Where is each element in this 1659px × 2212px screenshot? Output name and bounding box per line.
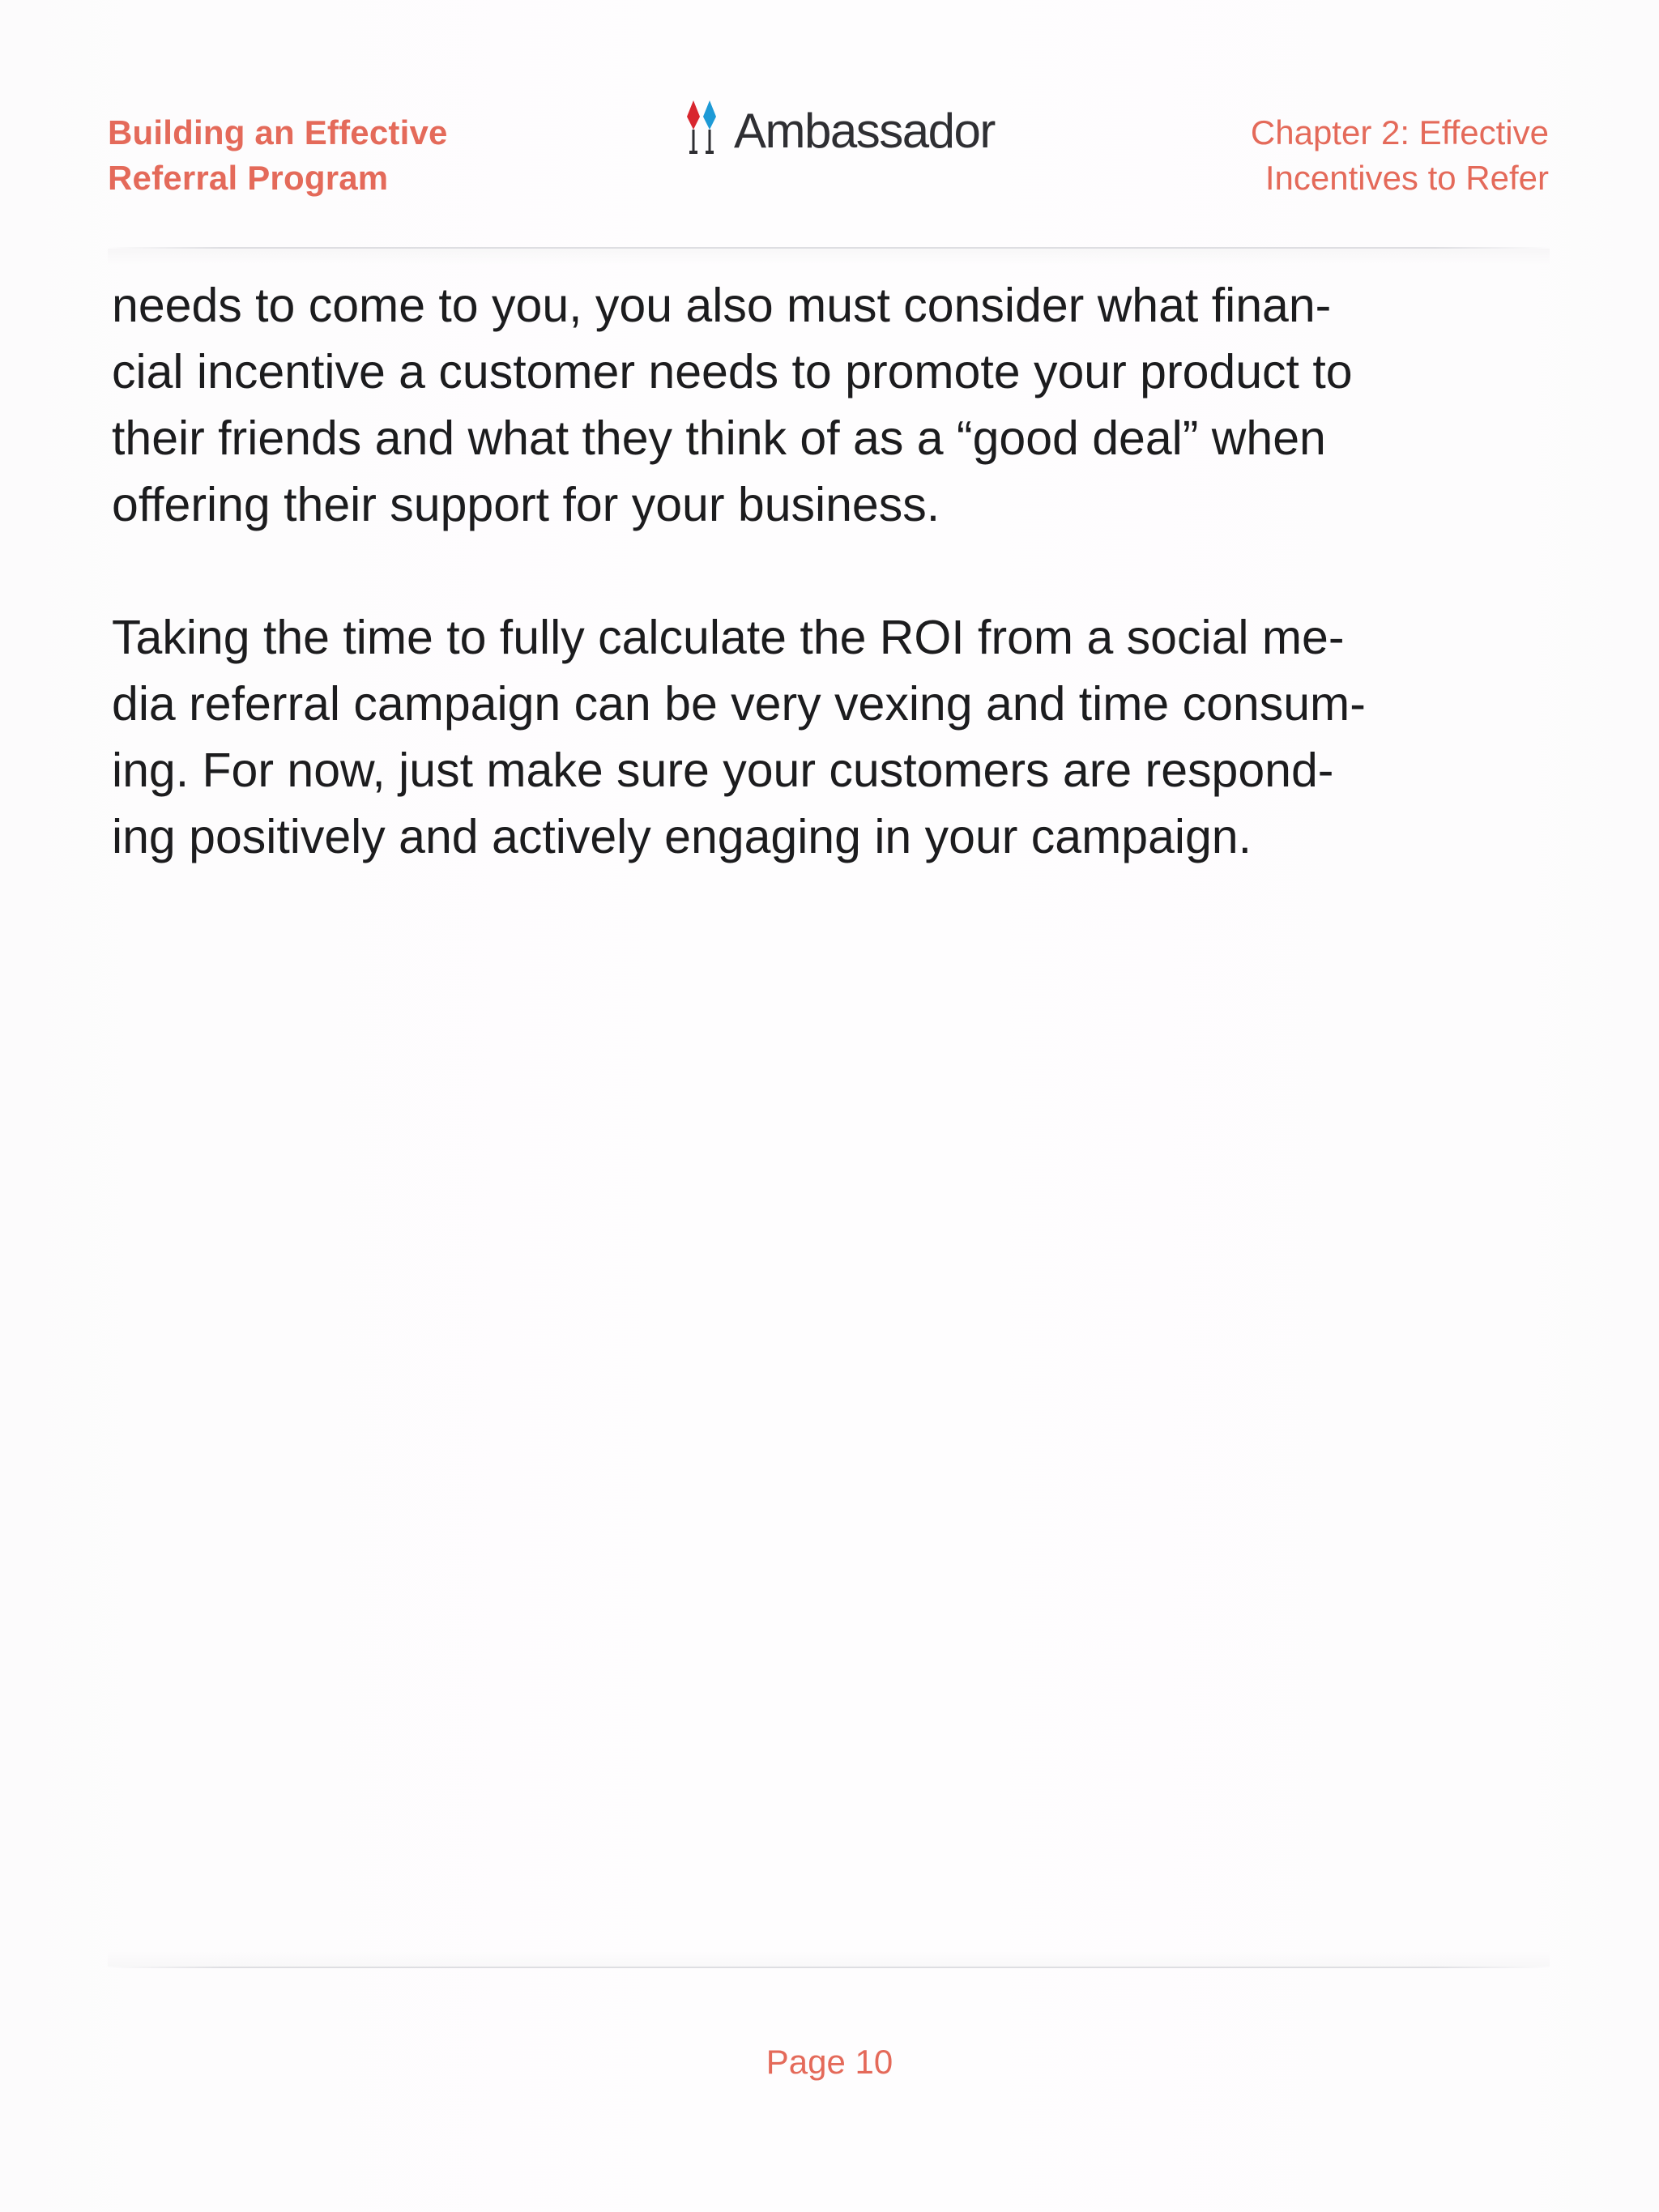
header-divider-shadow xyxy=(108,249,1550,265)
page-number: Page 10 xyxy=(766,2043,893,2081)
document-title xyxy=(108,110,448,201)
body-content xyxy=(112,272,1562,936)
chapter-title xyxy=(1251,110,1549,201)
chapter-title-line-2: Incentives to Refer xyxy=(1265,159,1549,197)
body-paragraph: needs to come to you, you also must consider what finan- cial incentive a customer needs to promote your product to their friends and what they think of as a “good deal” when offering their support for your business. xyxy=(112,279,1353,531)
chapter-title-line-1: Chapter 2: Effective xyxy=(1250,113,1549,151)
brand-logo-text: Ambassador xyxy=(734,104,995,158)
footer-divider xyxy=(108,1967,1550,1968)
document-title-line-2: Referral Program xyxy=(108,159,389,197)
body-paragraph: Taking the time to fully calculate the ROI from a social me- dia referral campaign can be very vexing and time consum- ing. For now, just make sure your customers are respond- ing positively and actively engaging in your campaign. xyxy=(112,611,1366,863)
ambassador-logo-icon xyxy=(682,97,729,159)
footer-divider-shadow xyxy=(108,1950,1550,1967)
document-title-line-1: Building an Effective xyxy=(108,113,448,151)
brand-logo xyxy=(682,96,995,160)
